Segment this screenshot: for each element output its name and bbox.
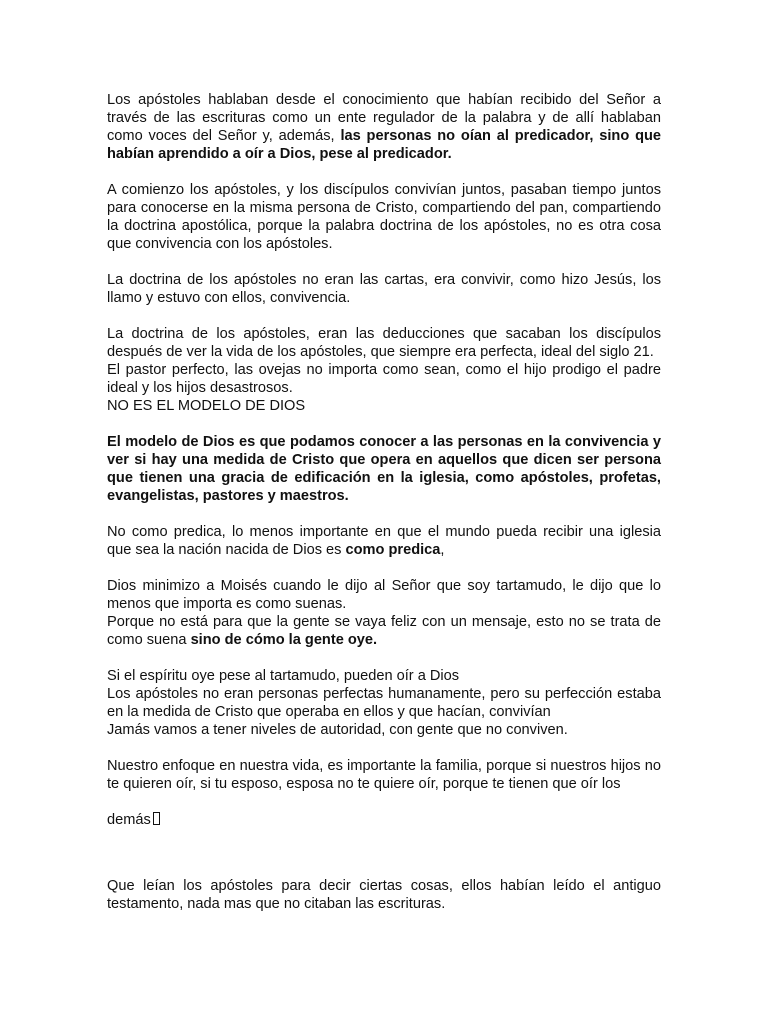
paragraph-6: NO ES EL MODELO DE DIOS: [107, 398, 306, 414]
paragraph-8-text: No como predica, lo menos importante en que el mundo pueda recibir una iglesia que sea la nación nacida de Dios es: [107, 524, 661, 558]
paragraph-1-bold: las personas no oían al predicador, sino que habían aprendido a oír a Dios, pese al predicador.: [107, 128, 662, 162]
paragraph-8-end: ,: [440, 542, 445, 558]
paragraph-11: Si el espíritu oye pese al tartamudo, pueden oír a Dios: [107, 668, 460, 684]
missing-glyph-icon: [153, 812, 160, 825]
paragraph-3: La doctrina de los apóstoles no eran las cartas, era convivir, como hizo Jesús, los llamo y estuvo con ellos, convivencia.: [107, 272, 661, 306]
paragraph-4: La doctrina de los apóstoles, eran las deducciones que sacaban los discípulos después de ver la vida de los apóstoles, que siempre era perfecta, ideal del siglo 21.: [107, 326, 661, 360]
paragraph-10: [107, 613, 661, 649]
paragraph-1: [107, 91, 661, 163]
document-page: [107, 91, 661, 931]
paragraph-7-bold: El modelo de Dios es que podamos conocer a las personas en la convivencia y ver si hay una medida de Cristo que opera en aquellos que dicen ser persona que tienen una gracia de edificación en la iglesia, como apóstoles, profetas, evangelistas, pastores y maestros.: [107, 434, 661, 504]
paragraph-15: [107, 811, 661, 829]
paragraph-13: Jamás vamos a tener niveles de autoridad, con gente que no conviven.: [107, 722, 568, 738]
paragraph-8: [107, 523, 661, 559]
paragraph-14: Nuestro enfoque en nuestra vida, es importante la familia, porque si nuestros hijos no te quieren oír, si tu esposo, esposa no te quiere oír, porque te tienen que oír los: [107, 758, 661, 792]
spacer: [107, 793, 661, 811]
paragraph-16: Que leían los apóstoles para decir ciertas cosas, ellos habían leído el antiguo testamento, nada mas que no citaban las escrituras.: [107, 878, 661, 912]
paragraph-12: Los apóstoles no eran personas perfectas humanamente, pero su perfección estaba en la medida de Cristo que operaba en ellos y que hacían, convivían: [107, 686, 661, 720]
paragraph-9: Dios minimizo a Moisés cuando le dijo al Señor que soy tartamudo, le dijo que lo menos que importa es como suenas.: [107, 578, 661, 612]
paragraph-1-text: Los apóstoles hablaban desde el conocimiento que habían recibido del Señor a través de las escrituras como un ente regulador de la palabra y de allí hablaban como voces del Señor y, además,: [107, 92, 661, 144]
paragraph-10-text: Porque no está para que la gente se vaya feliz con un mensaje, esto no se trata de como suena: [107, 614, 661, 648]
paragraph-10-bold: sino de cómo la gente oye.: [190, 632, 378, 648]
paragraph-2: A comienzo los apóstoles, y los discípulos convivían juntos, pasaban tiempo juntos para conocerse en la misma persona de Cristo, compartiendo del pan, compartiendo la doctrina apostólica, porque la palabra doctrina de los apóstoles, no es otra cosa que convivencia con los apóstoles.: [107, 182, 661, 252]
paragraph-5: El pastor perfecto, las ovejas no importa como sean, como el hijo prodigo el padre ideal y los hijos desastrosos.: [107, 362, 661, 396]
paragraph-8-bold: como predica: [345, 542, 441, 558]
spacer: [107, 847, 661, 877]
paragraph-15-text: demás: [107, 812, 151, 828]
